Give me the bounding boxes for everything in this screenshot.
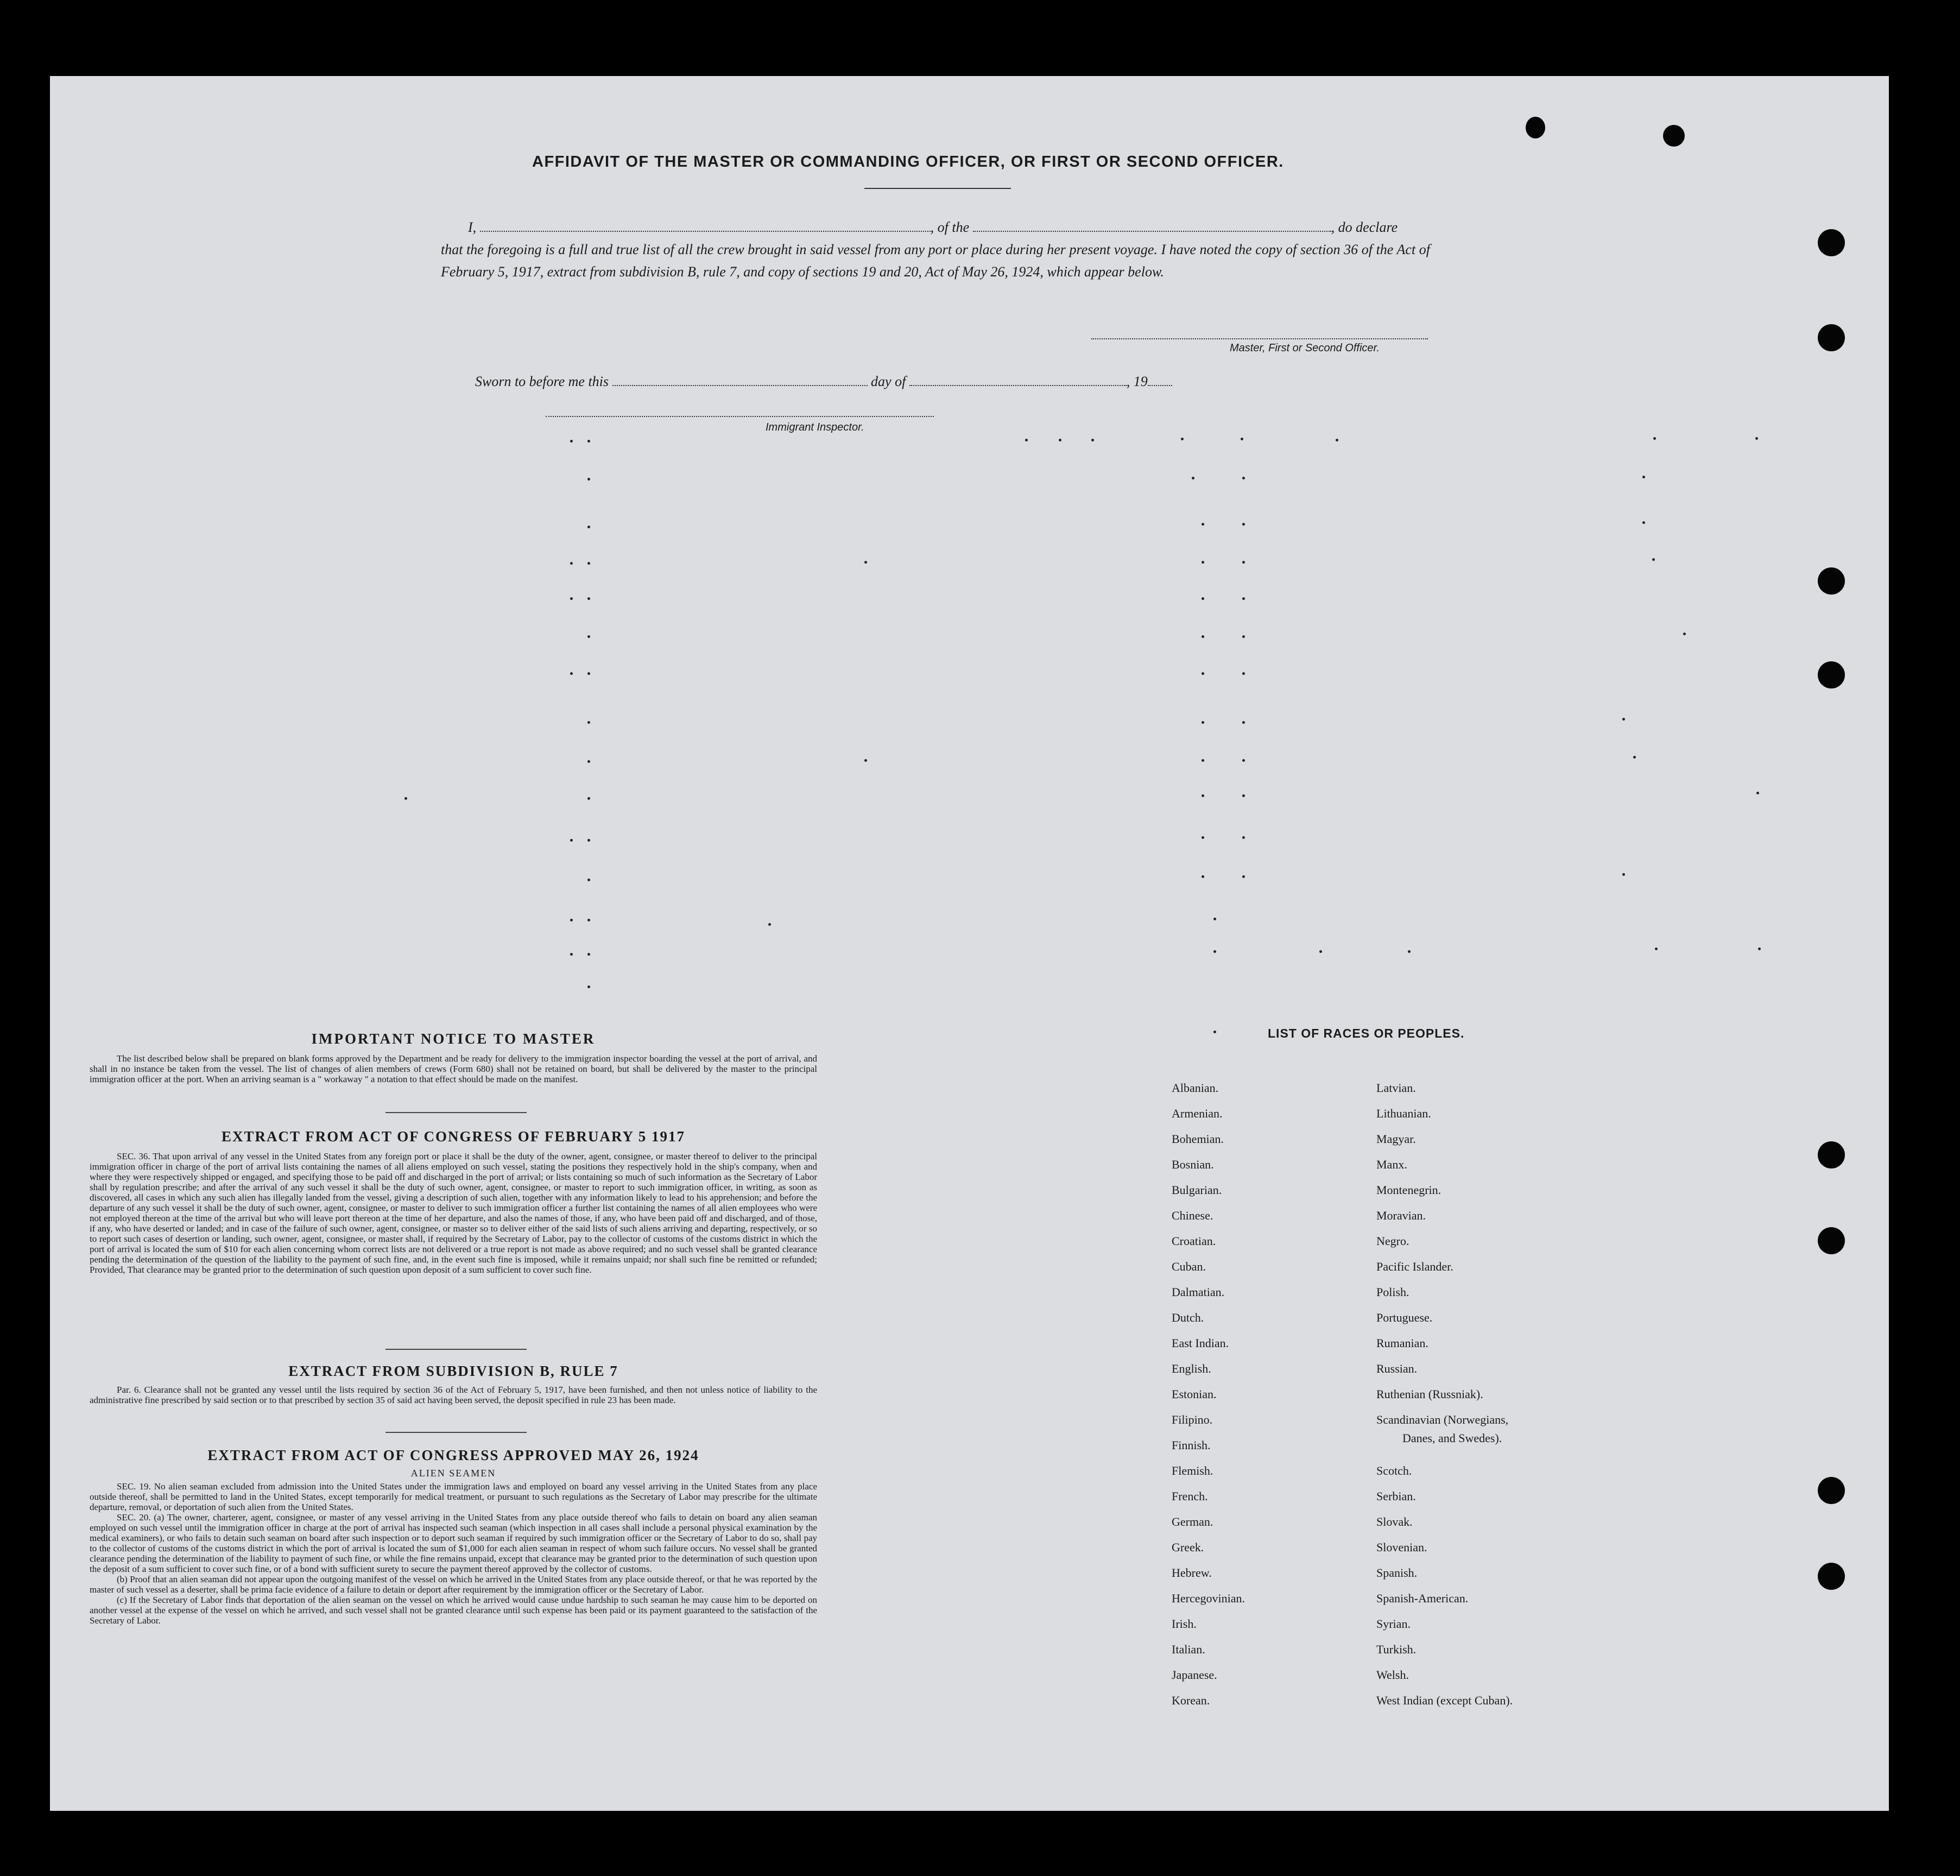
- punch-hole: [1818, 567, 1845, 595]
- race-item: Armenian.: [1172, 1107, 1223, 1120]
- punch-hole: [1818, 1227, 1845, 1254]
- race-item: Japanese.: [1172, 1668, 1217, 1682]
- notice-title: IMPORTANT NOTICE TO MASTER: [311, 1031, 596, 1047]
- extract1-paragraph: SEC. 36. That upon arrival of any vessel in the United States from any foreign port or place it shall be the duty of the owner, agent, consignee, or master thereof to deliver to the principal immigration officer in charge of the port of arrival lists containing the names of all aliens employed on such vessel, stating the positions they respectively hold in the ship's company, when and where they were respectively shipped or engaged, and specifying those to be paid off and discharged in the port of arrival; or lists containing so much of such information as the Secretary of Labor shall by regulation prescribe; and after the arrival of any such vessel it shall be the duty of such owner, agent, consignee, or master to report to such immigration officer, in writing, as soon as discovered, all cases in which any such alien has illegally landed from the vessel, giving a description of such alien, together with any information likely to lead to his apprehension; and before the departure of any such vessel it shall be the duty of such owner, agent, consignee, or master to deliver to such immigration officer a further list containing the names of all alien employees who were not employed thereon at the time of the arrival but who will leave port thereon at the time of her departure, and also the names of those, if any, who have been paid off and discharged, and of those, if any, who have deserted or landed; and in case of the failure of such owner, agent, consignee, or master so to deliver either of the said lists of such aliens arriving and departing, respectively, or so to report such cases of desertion or landing, such owner, agent, consignee, or master shall, if required by the Secretary of Labor, pay to the collector of customs of the customs district in which the port of arrival is located the sum of $10 for each alien concerning whom correct lists are not delivered or a true report is not made as above required; and no such vessel shall be granted clearance pending the determination of the question of the liability to the payment of such fine, and, in the event such fine is imposed, while it remains unpaid; nor shall such fine be remitted or refunded; Provided, That clearance may be granted prior to the determination of such question upon deposit of a sum sufficient to cover such fine.: [90, 1151, 817, 1275]
- race-item: Flemish.: [1172, 1464, 1213, 1477]
- sworn-year: 19: [1133, 374, 1148, 389]
- race-item: Hebrew.: [1172, 1566, 1212, 1580]
- notice-text: [90, 1053, 817, 1084]
- race-item: Estonian.: [1172, 1387, 1217, 1401]
- race-item: English.: [1172, 1362, 1211, 1375]
- race-item: East Indian.: [1172, 1336, 1229, 1350]
- sworn-day-field[interactable]: [612, 377, 868, 386]
- punch-hole: [1526, 117, 1545, 138]
- race-item: Filipino.: [1172, 1413, 1213, 1426]
- sworn-month-field[interactable]: [909, 377, 1127, 386]
- extract3-text: [90, 1481, 817, 1626]
- punch-hole: [1663, 125, 1685, 147]
- race-item: Rumanian.: [1376, 1336, 1428, 1350]
- race-item: Spanish.: [1376, 1566, 1418, 1580]
- race-item: Russian.: [1376, 1362, 1418, 1375]
- race-item: Montenegrin.: [1376, 1183, 1441, 1197]
- race-item: Manx.: [1376, 1158, 1407, 1171]
- affidavit-declaration: [441, 216, 1430, 283]
- sworn-day-of: day of: [871, 374, 906, 389]
- race-item: Cuban.: [1172, 1260, 1206, 1273]
- extract3-subtitle: ALIEN SEAMEN: [410, 1468, 496, 1479]
- race-item: Scandinavian (Norwegians,: [1376, 1413, 1509, 1426]
- punch-hole: [1818, 1141, 1845, 1168]
- extract3-paragraph: (c) If the Secretary of Labor finds that deportation of the alien seaman on the vessel on which he arrived would cause undue hardship to such seaman he may cause him to be deported on another vessel at the expense of the vessel on which he arrived, and such vessel shall not be granted clearance until such expense has been paid or its payment guaranteed to the satisfaction of the Secretary of Labor.: [90, 1595, 817, 1626]
- vessel-field[interactable]: [973, 223, 1331, 232]
- race-item: Spanish-American.: [1376, 1591, 1469, 1605]
- punch-hole: [1818, 229, 1845, 256]
- race-item: Slovenian.: [1376, 1540, 1427, 1554]
- race-item: Bohemian.: [1172, 1132, 1224, 1146]
- race-item: French.: [1172, 1489, 1208, 1503]
- race-item: Bosnian.: [1172, 1158, 1214, 1171]
- race-item: Magyar.: [1376, 1132, 1416, 1146]
- race-item: Finnish.: [1172, 1438, 1211, 1452]
- race-item: Irish.: [1172, 1617, 1197, 1631]
- race-item: Portuguese.: [1376, 1311, 1433, 1324]
- race-item: Syrian.: [1376, 1617, 1411, 1631]
- signature-line[interactable]: [1091, 338, 1428, 339]
- extract1-text: [90, 1151, 817, 1275]
- extract2-paragraph: Par. 6. Clearance shall not be granted any vessel until the lists required by section 36 of the Act of February 5, 1917, have been furnished, and then not unless notice of liability to the administrative fine prescribed by said section or to that prescribed by section 35 of said act having been served, the deposit specified in rule 23 has been made.: [90, 1385, 817, 1405]
- sworn-line: Sworn to before me this day of , 19: [475, 374, 1172, 390]
- race-item: Dalmatian.: [1172, 1285, 1225, 1299]
- divider: [385, 1349, 527, 1350]
- race-item: Italian.: [1172, 1643, 1205, 1656]
- race-item: Turkish.: [1376, 1643, 1417, 1656]
- race-item: Greek.: [1172, 1540, 1204, 1554]
- punch-hole: [1818, 324, 1845, 351]
- punch-hole: [1818, 1563, 1845, 1590]
- divider: [864, 188, 1011, 189]
- extract3-paragraph: (b) Proof that an alien seaman did not appear upon the outgoing manifest of the vessel on which he arrived in the United States from any place outside thereof, or that he was reported by the master of such vessel as a deserter, shall be prima facie evidence of a failure to detain or deport after requirement by the immigration officer or the Secretary of Labor.: [90, 1574, 817, 1595]
- race-item: Lithuanian.: [1376, 1107, 1431, 1120]
- race-item: Ruthenian (Russniak).: [1376, 1387, 1483, 1401]
- sworn-year-field[interactable]: [1148, 377, 1172, 386]
- race-item: Serbian.: [1376, 1489, 1416, 1503]
- signature-label: Master, First or Second Officer.: [1230, 342, 1380, 354]
- race-item: Pacific Islander.: [1376, 1260, 1453, 1273]
- race-item: Slovak.: [1376, 1515, 1413, 1528]
- punch-hole: [1818, 661, 1845, 689]
- race-item: Moravian.: [1376, 1209, 1426, 1222]
- race-item: Bulgarian.: [1172, 1183, 1222, 1197]
- divider: [385, 1112, 527, 1113]
- extract3-title: EXTRACT FROM ACT OF CONGRESS APPROVED MAY 26, 1924: [207, 1447, 699, 1463]
- extract2-title: EXTRACT FROM SUBDIVISION B, RULE 7: [288, 1363, 618, 1379]
- race-item: Hercegovinian.: [1172, 1591, 1245, 1605]
- race-item: Croatian.: [1172, 1234, 1216, 1248]
- declaration-text: that the foregoing is a full and true list of all the crew brought in said vessel from any port or place during her present voyage. I have noted the copy of section 36 of the Act of February 5, 1917, extract from subdivision B, rule 7, and copy of sections 19 and 20, Act of May 26, 1924, which appear below.: [441, 242, 1430, 280]
- race-item: Chinese.: [1172, 1209, 1213, 1222]
- divider: [385, 1432, 527, 1433]
- race-item: Danes, and Swedes).: [1402, 1431, 1502, 1445]
- extract2-text: [90, 1385, 817, 1405]
- race-item: Albanian.: [1172, 1081, 1219, 1095]
- sworn-prefix: Sworn to before me this: [475, 374, 609, 389]
- race-item: Polish.: [1376, 1285, 1409, 1299]
- inspector-signature-line[interactable]: [546, 416, 934, 417]
- notice-paragraph: The list described below shall be prepared on blank forms approved by the Department and be ready for delivery to the immigration inspector boarding the vessel at the port of arrival, and shall in no instance be taken from the vessel. The list of changes of alien members of crews (Form 680) shall not be retained on board, but shall be delivered by the master to the principal immigration officer at the port. When an arriving seaman is a " workaway " a notation to that effect should be made on the manifest.: [90, 1053, 817, 1084]
- declaration-do-declare: , do declare: [1331, 219, 1398, 235]
- inspector-label: Immigrant Inspector.: [766, 421, 864, 433]
- race-item: German.: [1172, 1515, 1213, 1528]
- declaration-i: I,: [468, 219, 477, 235]
- affidavit-title: AFFIDAVIT OF THE MASTER OR COMMANDING OFFICER, OR FIRST OR SECOND OFFICER.: [532, 153, 1284, 170]
- race-item: Negro.: [1376, 1234, 1409, 1248]
- race-item: Dutch.: [1172, 1311, 1204, 1324]
- race-item: Korean.: [1172, 1694, 1210, 1707]
- name-field[interactable]: [480, 223, 931, 232]
- extract3-paragraph: SEC. 19. No alien seaman excluded from admission into the United States under the immigration laws and employed on board any vessel arriving in the United States from any place outside thereof, shall be permitted to land in the United States, except temporarily for medical treatment, or pursuant to such regulations as the Secretary of Labor may prescribe for the ultimate departure, removal, or deportation of such alien from the United States.: [90, 1481, 817, 1512]
- punch-hole: [1818, 1477, 1845, 1504]
- race-item: Scotch.: [1376, 1464, 1412, 1477]
- extract1-title: EXTRACT FROM ACT OF CONGRESS OF FEBRUARY 5 1917: [221, 1128, 686, 1145]
- race-item: Latvian.: [1376, 1081, 1416, 1095]
- extract3-paragraph: SEC. 20. (a) The owner, charterer, agent, consignee, or master of any vessel arriving in the United States from any place outside thereof who fails to detain on board any alien seaman employed on such vessel until the immigration officer in charge at the port of arrival has inspected such seaman (which inspection in all cases shall include a personal physical examination by the medical examiners), or who fails to detain such seaman on board after such inspection or to deport such seaman if required by such immigration officer or the Secretary of Labor to do so, shall pay to the collector of customs of the customs district in which the port of arrival is located the sum of $1,000 for each alien seaman in respect of whom such failure occurs. No vessel shall be granted clearance pending the determination of the liability to payment of such fine, or while the fine remains unpaid, except that clearance may be granted prior to the determination of such question upon the deposit of a sum sufficient to cover such fine, or of a bond with sufficient surety to secure the payment thereof approved by the collector of customs.: [90, 1512, 817, 1574]
- declaration-of-the: , of the: [930, 219, 970, 235]
- race-item: Welsh.: [1376, 1668, 1409, 1682]
- race-item: West Indian (except Cuban).: [1376, 1694, 1513, 1707]
- races-title: LIST OF RACES OR PEOPLES.: [1268, 1026, 1465, 1040]
